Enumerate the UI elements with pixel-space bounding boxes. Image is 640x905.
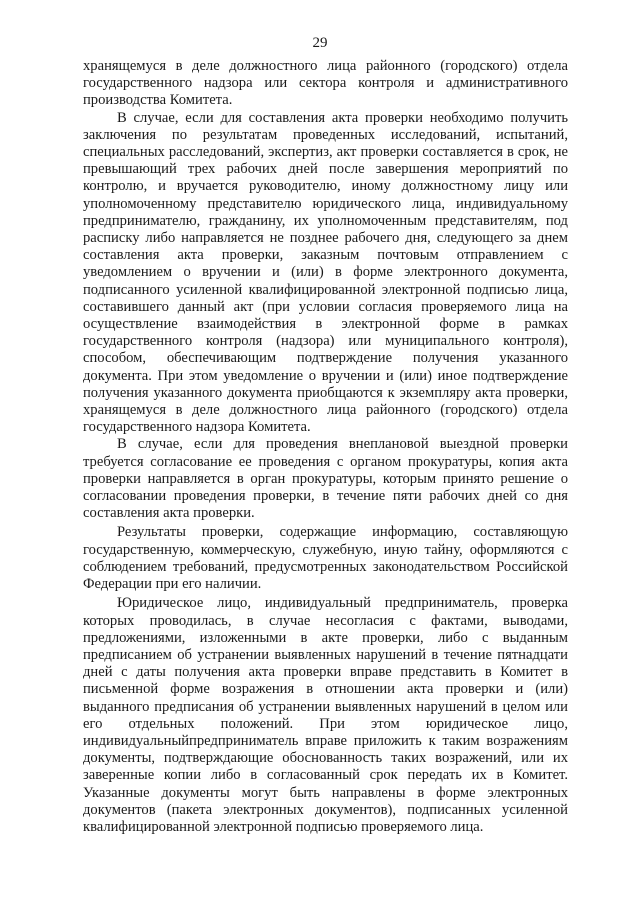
paragraph-secret-info: Результаты проверки, содержащие информацию, составляющую государственную, коммерческую, служебную, иную тайну, оформляются с соблюдением требований, предусмотренных законодательством Российской Федерации при его наличии. [83,524,568,593]
paragraph-continuation: хранящемуся в деле должностного лица районного (городского) отдела государственного надзора или сектора контроля и административного производства Комитета. [83,58,568,109]
paragraph-prosecutor-copy: В случае, если для проведения внеплановой выездной проверки требуется согласование ее проведения с органом прокуратуры, копия акта проверки направляется в орган прокуратуры, которым принято решение о согласовании проведения проверки, в течение пяти рабочих дней со дня составления акта проверки. [83,436,568,522]
paragraph-objections: Юридическое лицо, индивидуальный предприниматель, проверка которых проводилась, в случае несогласия с фактами, выводами, предложениями, изложенными в акте проверки, либо с выданным предписанием об устранении выявленных нарушений в течение пятнадцати дней с даты получения акта проверки вправе представить в Комитет в письменной форме возражения в отношении акта проверки и (или) выданного предписания об устранении выявленных нарушений в целом или его отдельных положений. При этом юридическое лицо, индивидуальныйпредприниматель вправе приложить к таким возражениям документы, подтверждающие обоснованность таких возражений, или их заверенные копии либо в согласованный срок передать их в Комитет. Указанные документы могут быть направлены в форме электронных документов (пакета электронных документов), подписанных усиленной квалифицированной электронной подписью проверяемого лица. [83,595,568,835]
page-number: 29 [312,35,328,51]
document-body [83,58,568,836]
paragraph-act-delivery: В случае, если для составления акта проверки необходимо получить заключения по результатам проведенных исследований, испытаний, специальных расследований, экспертиз, акт проверки составляется в срок, не превышающий трех рабочих дней после завершения мероприятий по контролю, и вручается руководителю, иному должностному лицу или уполномоченному представителю юридического лица, индивидуальному предпринимателю, гражданину, их уполномоченным представителям, под расписку либо направляется не позднее рабочего дня, следующего за днем составления акта проверки, заказным почтовым отправлением с уведомлением о вручении и (или) в форме электронного документа, подписанного усиленной квалифицированной электронной подписью лица, составившего данный акт (при условии согласия проверяемого лица на осуществление взаимодействия в электронной форме в рамках государственного контроля (надзора) или муниципального контроля), способом, обеспечивающим подтверждение получения указанного документа. При этом уведомление о вручении и (или) иное подтверждение получения указанного документа приобщаются к экземпляру акта проверки, хранящемуся в деле должностного лица районного (городского) отдела государственного надзора Комитета. [83,109,568,436]
